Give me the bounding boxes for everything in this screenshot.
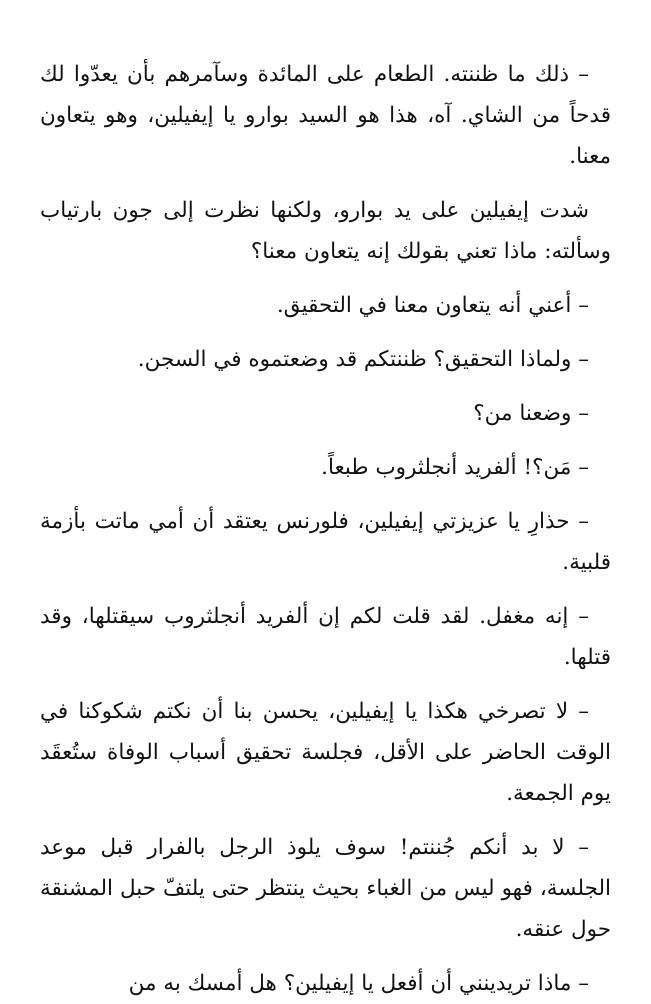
paragraph: – وضعنا من؟	[473, 401, 589, 426]
paragraph: – مَن؟! ألفريد أنجلثروب طبعاً.	[321, 455, 589, 480]
paragraph: – إنه مغفل. لقد قلت لكم إن ألفريد أنجلثروب سيقتلها، وقد قتلها.	[40, 604, 611, 670]
paragraph: – ماذا تريدينني أن أفعل يا إيفيلين؟ هل أمسك به من	[128, 971, 589, 996]
paragraph: – ولماذا التحقيق؟ ظننتكم قد وضعتموه في السجن.	[137, 347, 589, 372]
paragraph: – لا تصرخي هكذا يا إيفيلين، يحسن بنا أن نكتم شكوكنا في الوقت الحاضر على الأقل، فجلسة تحقيق أسباب الوفاة ستُعقَد يوم الجمعة.	[40, 699, 611, 806]
paragraph: – ذلك ما ظننته. الطعام على المائدة وسآمرهم بأن يعدّوا لك قدحاً من الشاي. آه، هذا هو السيد بوارو يا إيفيلين، وهو يتعاون معنا.	[40, 62, 611, 169]
paragraph: شدت إيفيلين على يد بوارو، ولكنها نظرت إلى جون بارتياب وسألته: ماذا تعني بقولك إنه يتعاون معنا؟	[40, 198, 611, 264]
paragraph: – حذارِ يا عزيزتي إيفيلين، فلورنس يعتقد أن أمي ماتت بأزمة قلبية.	[40, 509, 611, 575]
paragraph: – لا بد أنكم جُننتم! سوف يلوذ الرجل بالفرار قبل موعد الجلسة، فهو ليس من الغباء بحيث ينتظر حتى يلتفّ حبل المشنقة حول عنقه.	[40, 835, 611, 942]
paragraph: – أعني أنه يتعاون معنا في التحقيق.	[276, 293, 589, 318]
